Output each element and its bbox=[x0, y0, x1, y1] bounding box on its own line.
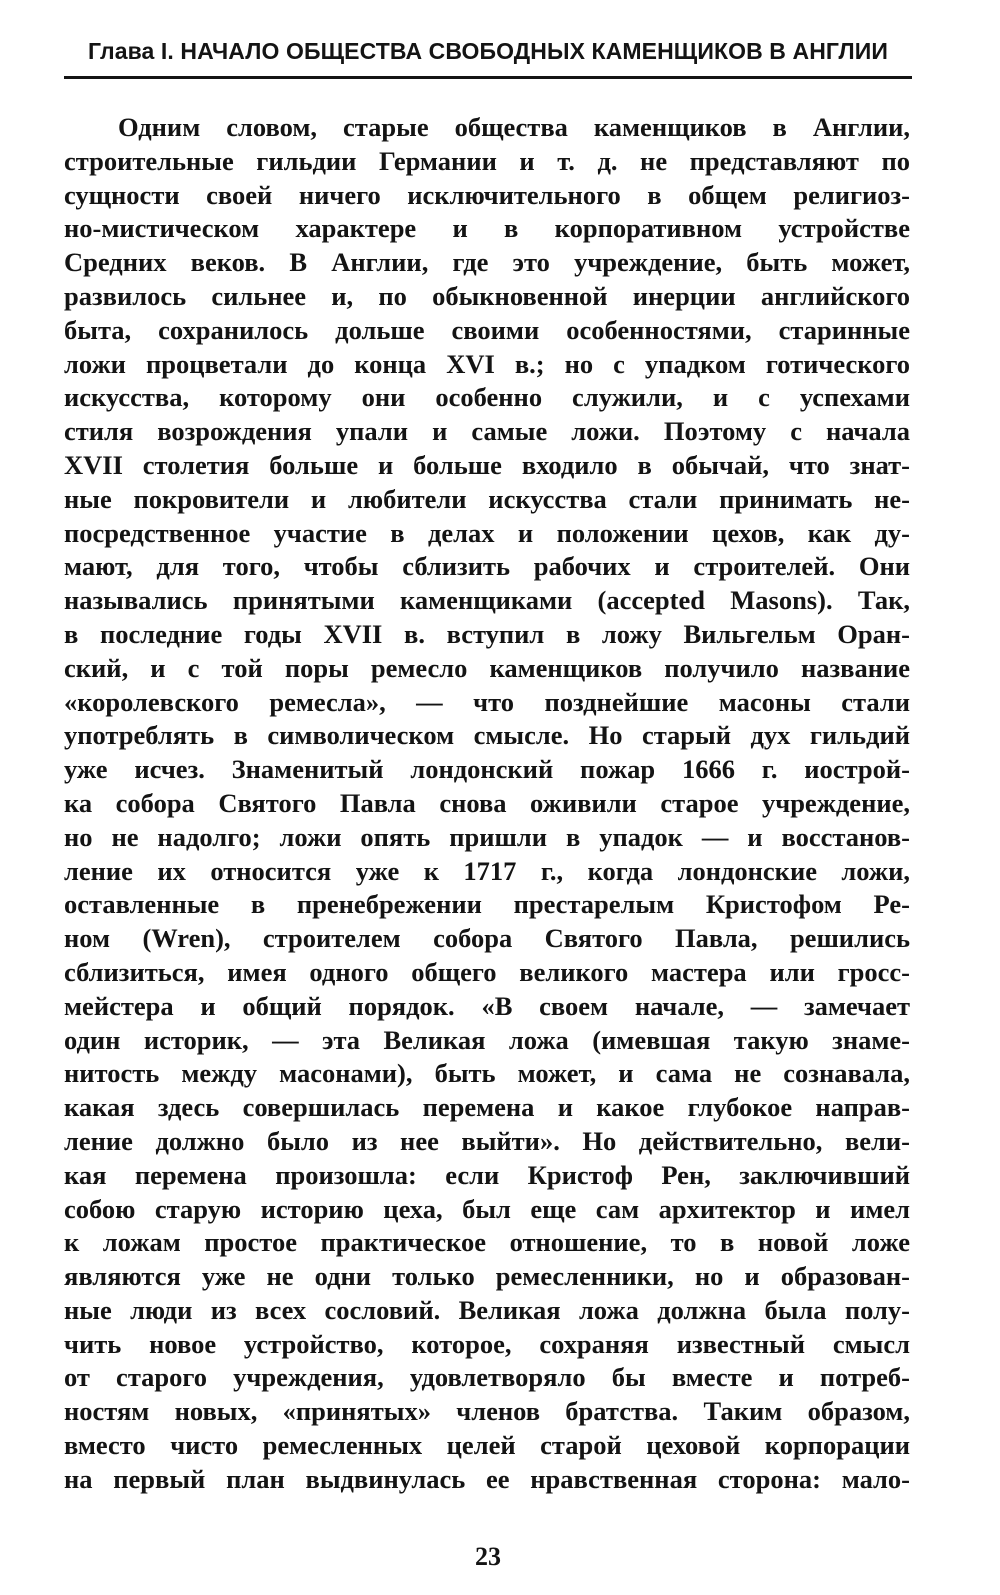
text-line: назывались принятыми каменщиками (accepted Masons). Так, bbox=[64, 585, 910, 616]
text-line: нитость между масонами), быть может, и сама не сознавала, bbox=[64, 1058, 910, 1089]
text-line: вместо чисто ремесленных целей старой цеховой корпорации bbox=[64, 1430, 910, 1461]
text-line: Одним словом, старые общества каменщиков в Англии, bbox=[118, 112, 910, 142]
header-rule bbox=[64, 76, 912, 79]
text-line: мейстера и общий порядок. «В своем начале, — замечает bbox=[64, 990, 910, 1021]
text-line: мают, для того, чтобы сблизить рабочих и строителей. Они bbox=[64, 551, 910, 582]
text-line: чить новое устройство, которое, сохраняя известный смысл bbox=[64, 1328, 910, 1359]
text-line: ные покровители и любители искусства стали принимать не- bbox=[64, 483, 910, 514]
text-line: строительные гильдии Германии и т. д. не представляют по bbox=[64, 145, 910, 176]
text-line: быта, сохранилось дольше своими особенностями, старинные bbox=[64, 314, 910, 345]
text-line: оставленные в пренебрежении престарелым Кристофом Ре- bbox=[64, 889, 910, 920]
text-line: кая перемена произошла: если Кристоф Рен, заключивший bbox=[64, 1159, 910, 1190]
text-line: ложи процветали до конца XVI в.; но с упадком готического bbox=[64, 348, 910, 379]
text-line: Средних веков. В Англии, где это учреждение, быть может, bbox=[64, 247, 910, 278]
text-line: развилось сильнее и, по обыкновенной инерции английского bbox=[64, 280, 910, 311]
text-line: посредственное участие в делах и положении цехов, как ду- bbox=[64, 517, 910, 548]
text-line: ление их относится уже к 1717 г., когда лондонские ложи, bbox=[64, 855, 910, 886]
text-line: сущности своей ничего исключительного в общем религиоз- bbox=[64, 179, 910, 210]
text-line: искусства, которому они особенно служили, и с успехами bbox=[64, 382, 910, 413]
text-line: ные люди из всех сословий. Великая ложа должна была полу- bbox=[64, 1294, 910, 1325]
text-line: являются уже не одни только ремесленники, но и образован- bbox=[64, 1261, 910, 1292]
text-line: ление должно было из нее выйти». Но действительно, вели- bbox=[64, 1125, 910, 1156]
running-head: Глава I. НАЧАЛО ОБЩЕСТВА СВОБОДНЫХ КАМЕНЩИКОВ В АНГЛИИ bbox=[87, 38, 888, 64]
text-line: употреблять в символическом смысле. Но старый дух гильдий bbox=[64, 720, 910, 751]
text-line: ский, и с той поры ремесло каменщиков получило название bbox=[64, 652, 910, 683]
text-line: но не надолго; ложи опять пришли в упадок — и восстанов- bbox=[64, 821, 910, 852]
page-number: 23 bbox=[475, 1542, 501, 1571]
text-line: уже исчез. Знаменитый лондонский пожар 1666 г. иострой- bbox=[64, 754, 910, 785]
text-line: «королевского ремесла», — что позднейшие масоны стали bbox=[64, 686, 910, 717]
body-text bbox=[64, 111, 910, 1497]
text-line: собою старую историю цеха, был еще сам архитектор и имел bbox=[64, 1193, 910, 1224]
text-line: стиля возрождения упали и самые ложи. Поэтому с начала bbox=[64, 416, 910, 447]
text-line: в последние годы XVII в. вступил в ложу Вильгельм Оран- bbox=[64, 618, 910, 649]
text-line: но-мистическом характере и в корпоративном устройстве bbox=[64, 213, 910, 244]
text-line: какая здесь совершилась перемена и какое глубокое направ- bbox=[64, 1092, 910, 1123]
text-line: ка собора Святого Павла снова оживили старое учреждение, bbox=[64, 787, 910, 818]
text-line: ном (Wren), строителем собора Святого Павла, решились bbox=[64, 923, 910, 954]
text-line: один историк, — эта Великая ложа (имевшая такую знаме- bbox=[64, 1024, 910, 1055]
text-line: XVII столетия больше и больше входило в обычай, что знат- bbox=[64, 449, 910, 480]
text-line: к ложам простое практическое отношение, то в новой ложе bbox=[64, 1227, 910, 1258]
text-line: от старого учреждения, удовлетворяло бы вместе и потреб- bbox=[64, 1362, 910, 1393]
text-line: на первый план выдвинулась ее нравственная сторона: мало- bbox=[64, 1463, 910, 1494]
text-line: ностям новых, «принятых» членов братства. Таким образом, bbox=[64, 1396, 910, 1427]
text-line: сблизиться, имея одного общего великого мастера или гросс- bbox=[64, 956, 910, 987]
